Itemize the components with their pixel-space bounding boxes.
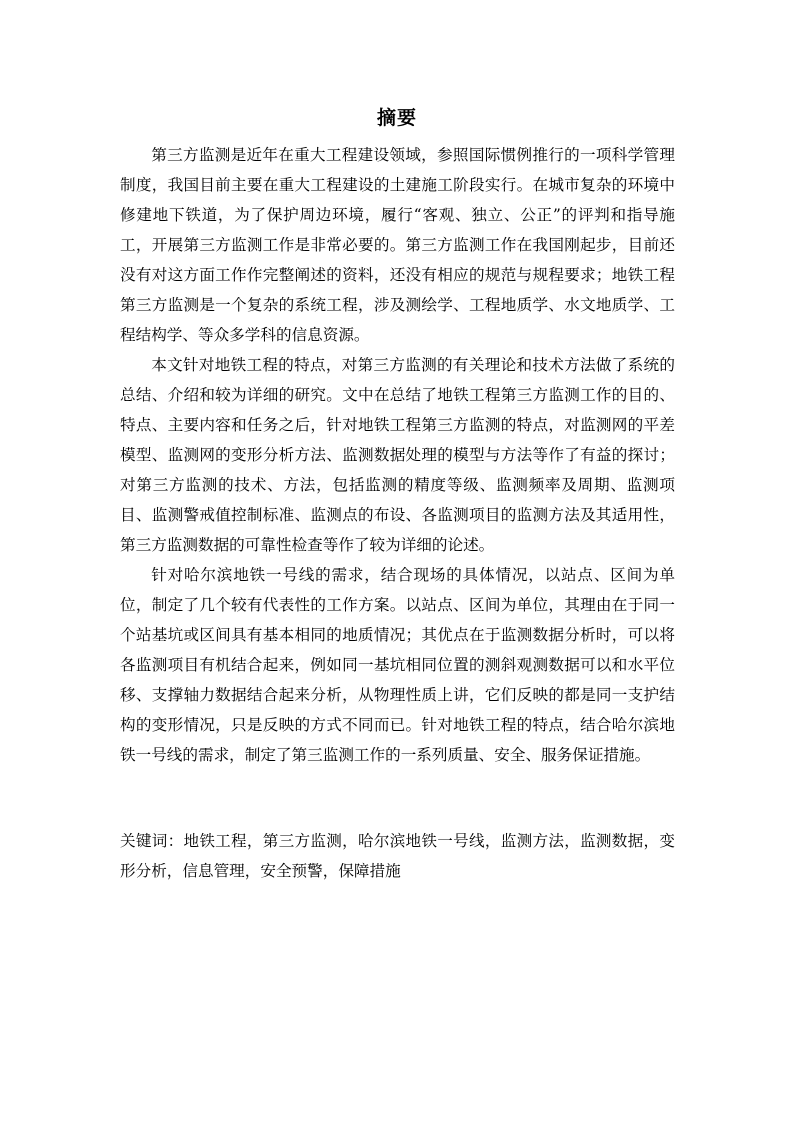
keywords-line: 关键词：地铁工程，第三方监测，哈尔滨地铁一号线，监测方法，监测数据，变形分析，信息管理，安全预警，保障措施 (120, 832, 675, 880)
abstract-body (120, 140, 675, 770)
abstract-paragraph-2: 本文针对地铁工程的特点，对第三方监测的有关理论和技术方法做了系统的总结、介绍和较为详细的研究。文中在总结了地铁工程第三方监测工作的目的、特点、主要内容和任务之后，针对地铁工程第三方监测的特点，对监测网的平差模型、监测网的变形分析方法、监测数据处理的模型与方法等作了有益的探讨；对第三方监测的技术、方法，包括监测的精度等级、监测频率及周期、监测项目、监测警戒值控制标准、监测点的布设、各监测项目的监测方法及其适用性，第三方监测数据的可靠性检查等作了较为详细的论述。 (120, 356, 675, 554)
abstract-paragraph-3: 针对哈尔滨地铁一号线的需求，结合现场的具体情况，以站点、区间为单位，制定了几个较有代表性的工作方案。以站点、区间为单位，其理由在于同一个站基坑或区间具有基本相同的地质情况；其优点在于监测数据分析时，可以将各监测项目有机结合起来，例如同一基坑相同位置的测斜观测数据可以和水平位移、支撑轴力数据结合起来分析，从物理性质上讲，它们反映的都是同一支护结构的变形情况，只是反映的方式不同而已。针对地铁工程的特点，结合哈尔滨地铁一号线的需求，制定了第三监测工作的一系列质量、安全、服务保证措施。 (120, 566, 675, 764)
abstract-paragraph-1: 第三方监测是近年在重大工程建设领域，参照国际惯例推行的一项科学管理制度，我国目前主要在重大工程建设的土建施工阶段实行。在城市复杂的环境中修建地下铁道，为了保护周边环境，履行“客观、独立、公正”的评判和指导施工，开展第三方监测工作是非常必要的。第三方监测工作在我国刚起步，目前还没有对这方面工作作完整阐述的资料，还没有相应的规范与规程要求；地铁工程第三方监测是一个复杂的系统工程，涉及测绘学、工程地质学、水文地质学、工程结构学、等众多学科的信息资源。 (120, 146, 675, 344)
page-title: 摘要 (376, 107, 417, 129)
